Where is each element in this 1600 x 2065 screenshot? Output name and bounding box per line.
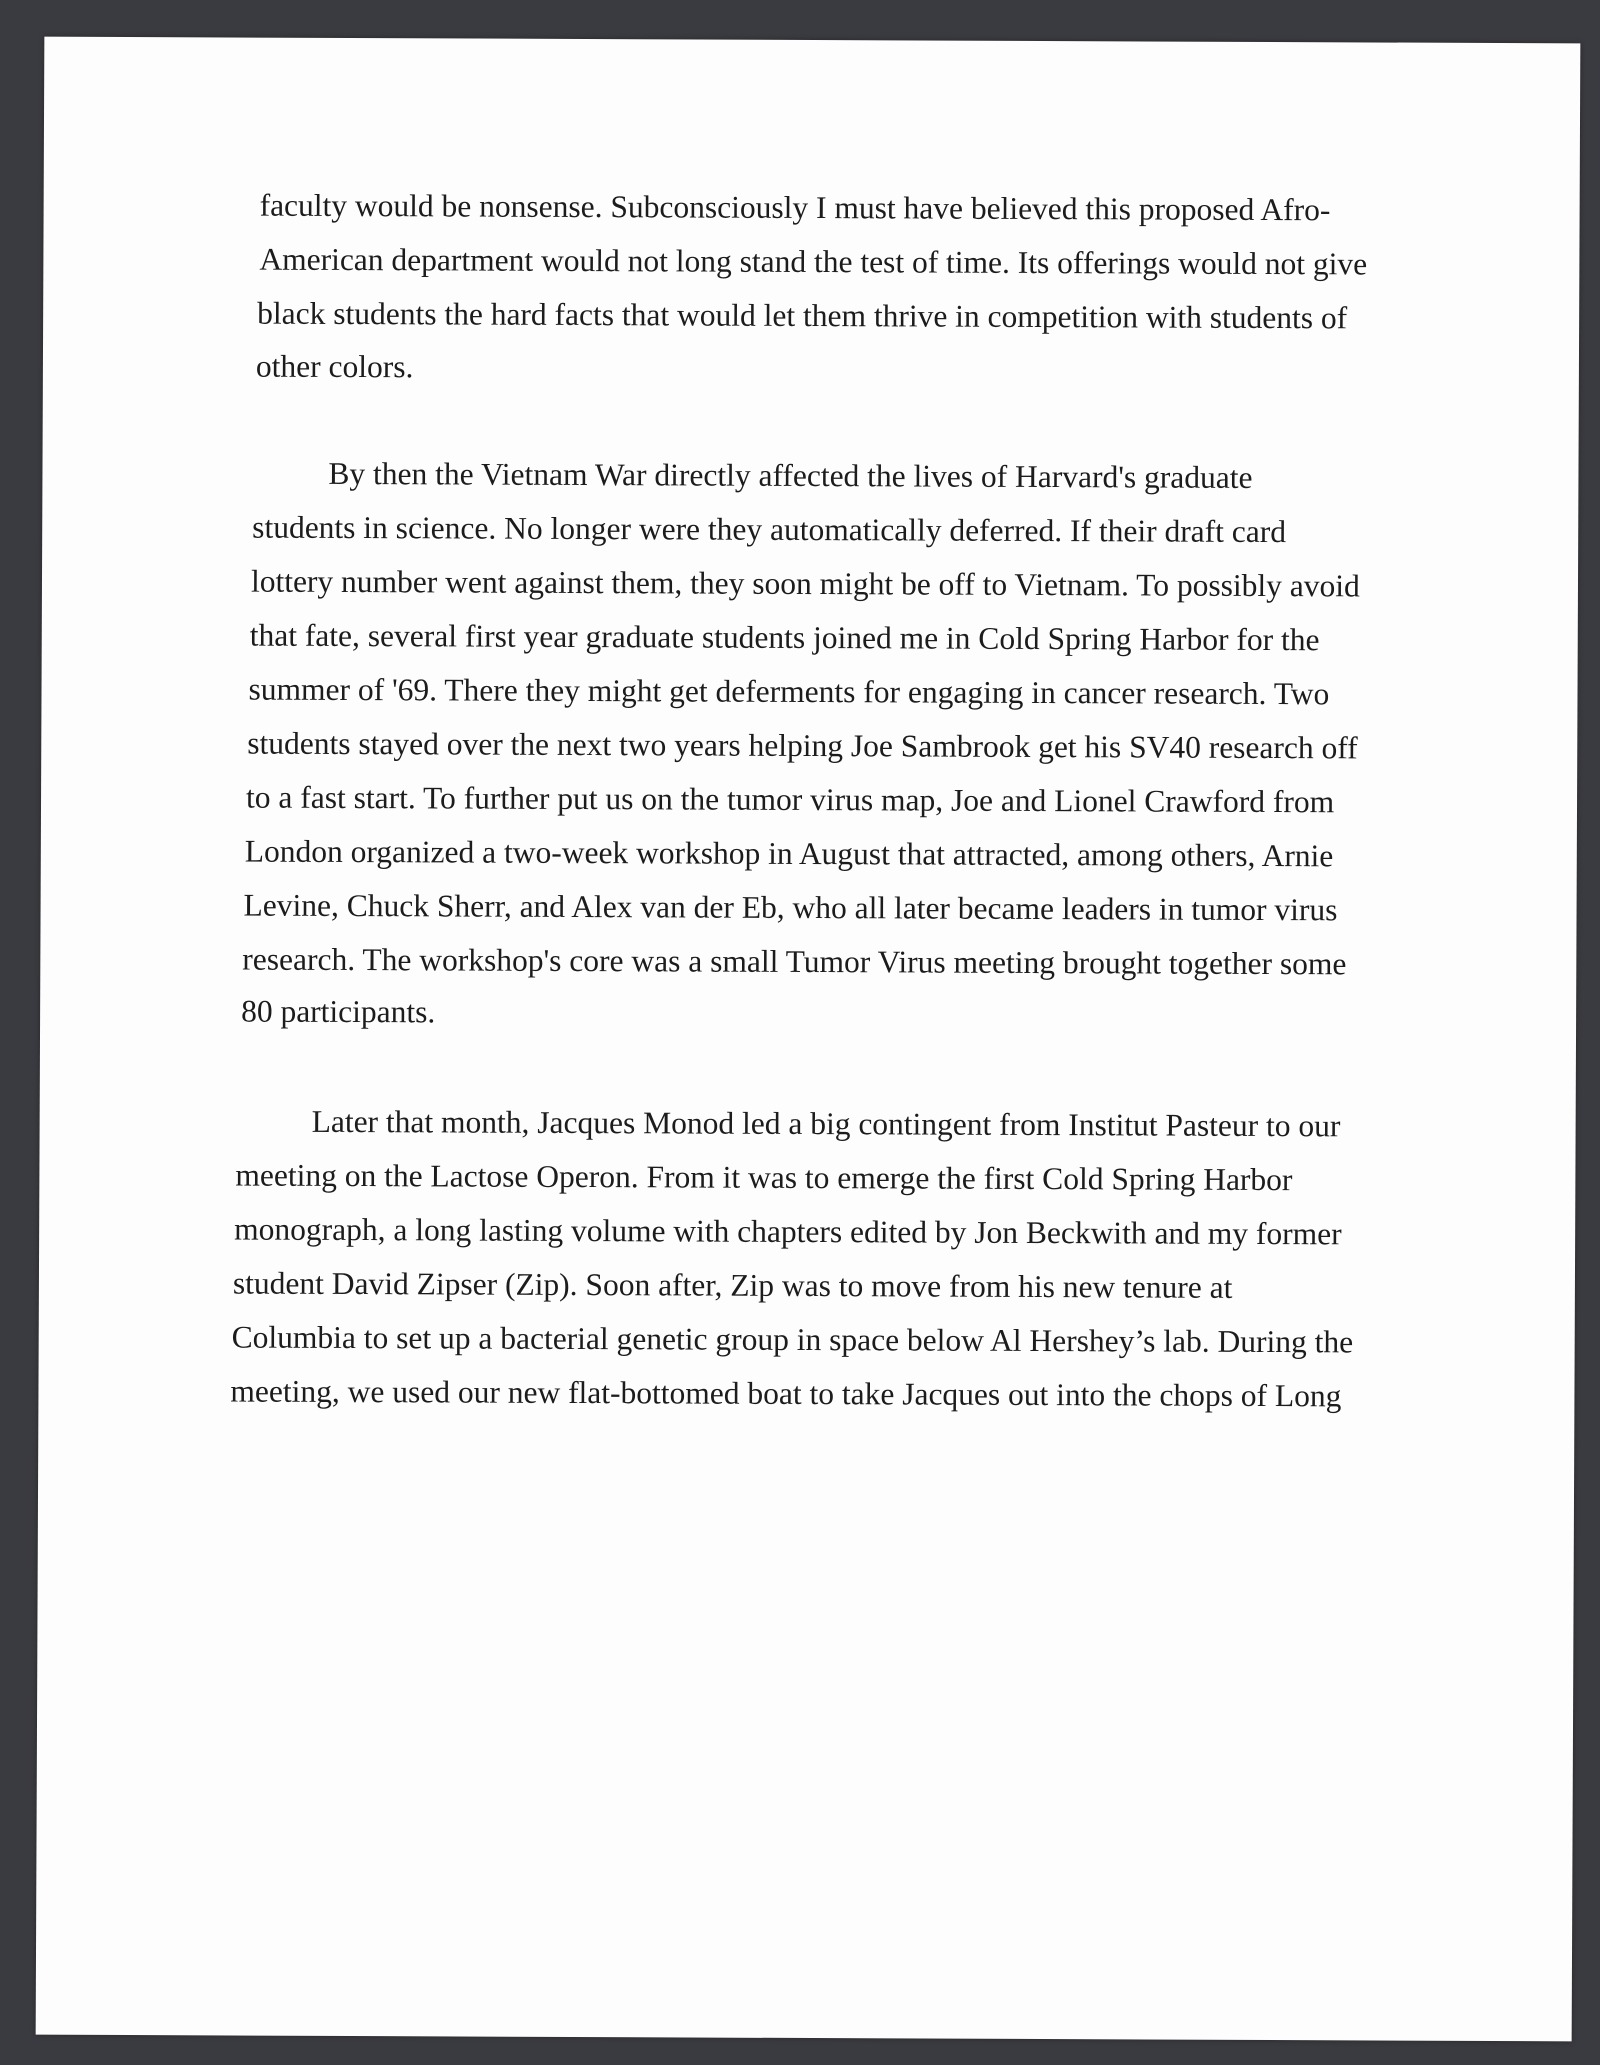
text-line: meeting, we used our new flat-bottomed boat to take Jacques out into the chops of Long [230,1373,1342,1414]
text-line: Later that month, Jacques Monod led a big contingent from Institut Pasteur to our [311,1103,1341,1144]
text-line: to a fast start. To further put us on the tumor virus map, Joe and Lionel Crawford from [245,779,1335,820]
text-line: students stayed over the next two years helping Joe Sambrook get his SV40 research off [247,725,1358,766]
text-line: that fate, several first year graduate students joined me in Cold Spring Harbor for the [249,617,1320,658]
text-line: London organized a two-week workshop in August that attracted, among others, Arnie [244,833,1334,874]
text-line: black students the hard facts that would let them thrive in competition with students of [257,295,1348,336]
document-page [36,37,1581,2042]
text-line: monograph, a long lasting volume with chapters edited by Jon Beckwith and my former [234,1211,1342,1252]
text-line: By then the Vietnam War directly affected the lives of Harvard's graduate [328,455,1253,495]
text-line: student David Zipser (Zip). Soon after, Zip was to move from his new tenure at [232,1265,1233,1305]
text-line: summer of '69. There they might get deferments for engaging in cancer research. Two [248,671,1330,712]
text-line: Levine, Chuck Sherr, and Alex van der Eb, who all later became leaders in tumor virus [243,887,1338,928]
text-line: other colors. [255,348,414,385]
text-line: 80 participants. [241,993,436,1030]
text-line: faculty would be nonsense. Subconsciously I must have believed this proposed Afro- [259,187,1331,228]
text-line: meeting on the Lactose Operon. From it was to emerge the first Cold Spring Harbor [235,1157,1293,1198]
text-line: American department would not long stand the test of time. Its offerings would not give [259,241,1368,282]
text-line: students in science. No longer were they automatically deferred. If their draft card [252,509,1287,550]
text-line: research. The workshop's core was a small Tumor Virus meeting brought together some [242,941,1347,982]
text-line: Columbia to set up a bacterial genetic group in space below Al Hershey’s lab. During the [231,1319,1354,1360]
text-line: lottery number went against them, they soon might be off to Vietnam. To possibly avoid [250,563,1360,604]
